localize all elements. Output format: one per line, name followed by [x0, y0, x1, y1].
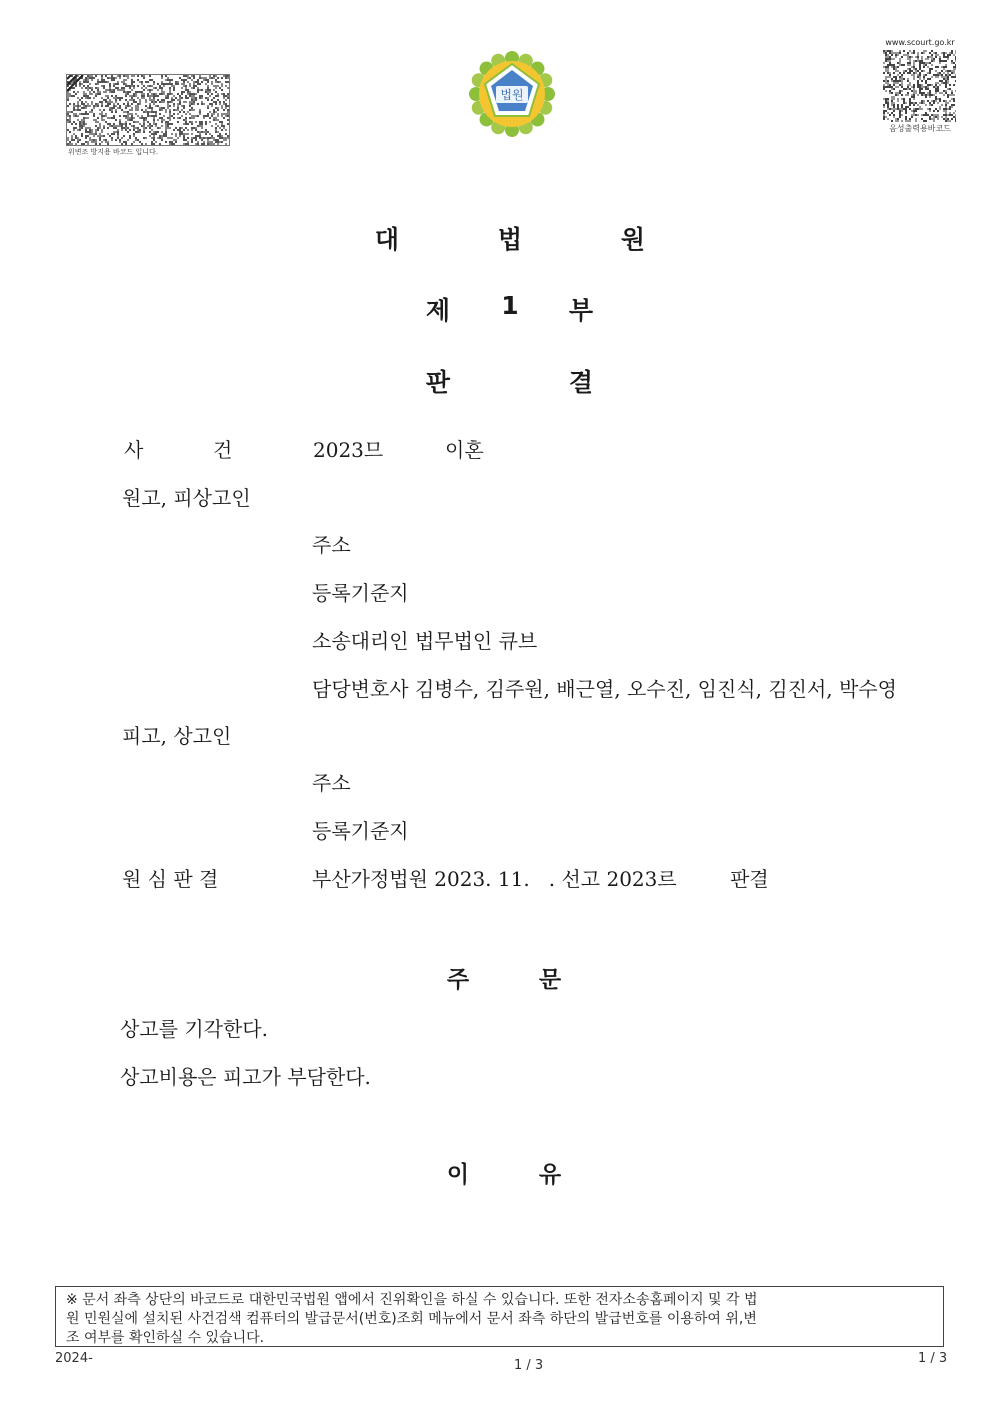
division-char: 1: [501, 291, 519, 320]
defendant-label: 피고, 상고인: [122, 724, 232, 748]
defendant-address: 주소: [312, 771, 351, 795]
barcode-caption: 위변조 방지용 바코드 입니다.: [68, 148, 159, 156]
ruling-line: 상고비용은 피고가 부담한다.: [120, 1065, 371, 1089]
qr-caption: 음성출력용바코드: [889, 124, 951, 133]
division-char: 부: [568, 296, 594, 325]
defendant-registry: 등록기준지: [312, 819, 409, 843]
plaintiff-address: 주소: [312, 533, 351, 557]
plaintiff-agent: 소송대리인 법무법인 큐브: [312, 629, 538, 653]
notice-line: 원 민원실에 설치된 사건검색 컴퓨터의 발급문서(번호)조회 메뉴에서 문서 좌측 하단의 발급번호를 이용하여 위,변: [66, 1311, 757, 1327]
page-number-right: 1 / 3: [918, 1351, 948, 1366]
lower-judgment: 부산가정법원 2023. 11. . 선고 2023르: [312, 867, 677, 891]
reasons-heading-char: 유: [538, 1162, 562, 1188]
lower-judgment-suffix: 판결: [730, 867, 769, 891]
court-name-char: 원: [620, 225, 646, 254]
issue-number: 2024-: [55, 1351, 93, 1366]
anti-forgery-barcode: [66, 74, 230, 146]
plaintiff-label: 원고, 피상고인: [122, 486, 251, 510]
page-number-center: 1 / 3: [514, 1358, 544, 1373]
ruling-heading-char: 주: [446, 967, 470, 993]
lower-judgment-label: 원 심 판 결: [122, 867, 219, 891]
reasons-heading-char: 이: [446, 1162, 470, 1188]
ruling-heading-char: 문: [538, 967, 562, 993]
plaintiff-lawyers: 담당변호사 김병수, 김주원, 배근열, 오수진, 임진식, 김진서, 박수영: [312, 677, 897, 701]
notice-line: 조 여부를 확인하실 수 있습니다.: [66, 1330, 265, 1346]
court-emblem-icon: [466, 48, 558, 140]
notice-line: ※ 문서 좌측 상단의 바코드로 대한민국법원 앱에서 진위확인을 하실 수 있습니다. 또한 전자소송홈페이지 및 각 법: [66, 1292, 758, 1308]
court-name-char: 법: [497, 225, 523, 254]
verification-notice: [55, 1286, 944, 1347]
court-name-char: 대: [374, 225, 400, 254]
doc-type-char: 판: [425, 368, 451, 397]
division-char: 제: [425, 296, 451, 325]
plaintiff-registry: 등록기준지: [312, 581, 409, 605]
case-label-char-1: 사: [124, 438, 144, 462]
doc-type-char: 결: [568, 368, 594, 397]
qr-code: [883, 50, 956, 122]
case-number: 2023므: [313, 438, 384, 462]
qr-url: www.scourt.go.kr: [885, 38, 955, 47]
ruling-line: 상고를 기각한다.: [120, 1017, 268, 1041]
emblem-label: 법원: [500, 88, 524, 102]
case-label-char-2: 건: [213, 438, 233, 462]
case-name: 이혼: [445, 438, 484, 462]
